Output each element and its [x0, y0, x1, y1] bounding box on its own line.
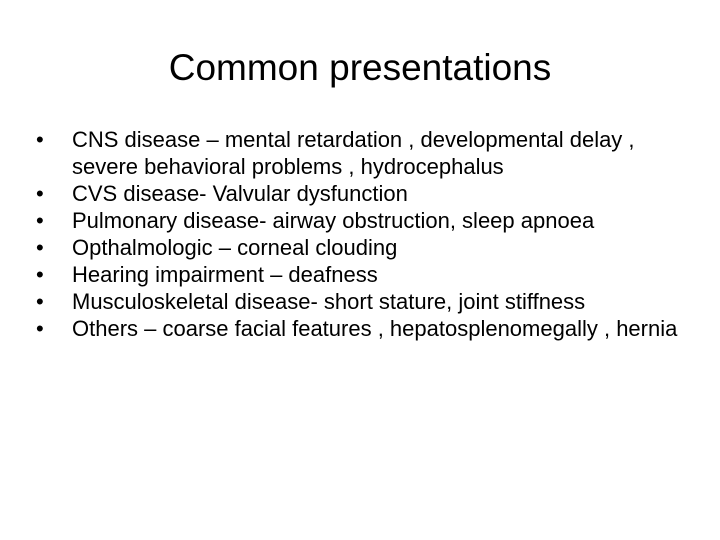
list-item-text: CNS disease – mental retardation , developmental delay , severe behavioral problems , hydrocephalus: [72, 127, 635, 179]
list-item: [36, 288, 686, 315]
list-item: [36, 207, 686, 234]
list-item-text: Opthalmologic – corneal clouding: [72, 235, 398, 260]
list-item-text: Pulmonary disease- airway obstruction, sleep apnoea: [72, 208, 595, 233]
list-item: [36, 180, 686, 207]
list-item: [36, 234, 686, 261]
slide-title: Common presentations: [168, 47, 552, 88]
list-item-text: Musculoskeletal disease- short stature, joint stiffness: [72, 289, 586, 314]
bullet-icon: •: [36, 208, 44, 233]
list-item: [36, 261, 686, 288]
bullet-icon: •: [36, 262, 44, 287]
list-item: [36, 315, 686, 342]
list-item-text: CVS disease- Valvular dysfunction: [72, 181, 408, 206]
list-item-text: Others – coarse facial features , hepatosplenomegally , hernia: [72, 316, 678, 341]
list-item-text: Hearing impairment – deafness: [72, 262, 378, 287]
bullet-icon: •: [36, 316, 44, 341]
bullet-icon: •: [36, 127, 44, 152]
list-item: [36, 126, 686, 180]
bullet-icon: •: [36, 289, 44, 314]
bullet-list: [36, 126, 686, 342]
bullet-icon: •: [36, 235, 44, 260]
bullet-icon: •: [36, 181, 44, 206]
